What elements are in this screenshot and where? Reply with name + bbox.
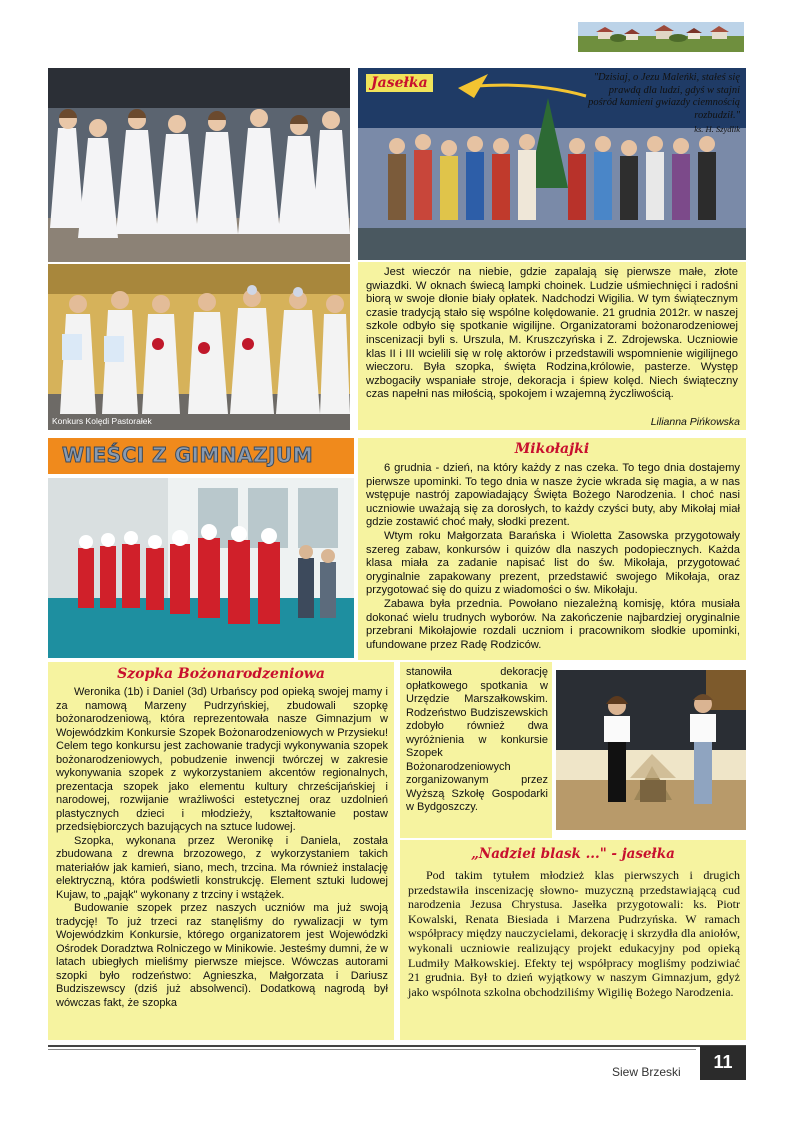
jaselka-label: Jasełka [366,74,433,92]
szopka-paragraph-2: Szopka, wykonana przez Weronikę i Daniela, została zbudowana z drewna brzozowego, z wykorzystaniem takich materiałów jak kamień, siano, mech, trzcina. Ma również instalację elektryczną, która podświetli konstrukcję. Element sztuki ludowej Kujaw, to „pająk" wykonany z trzciny i wstążek. [56,834,388,901]
szopka-title: Szopka Bożonarodzeniowa [117,666,325,682]
section-banner [48,438,354,474]
page-number: 11 [713,1052,733,1072]
szopka-paragraph-1: Weronika (1b) i Daniel (3d) Urbańscy pod opieką swojej mamy i za namową Marzeny Pudrzyńskiej, zbudowali szopkę bożonarodzeniową, która reprezentowała nasze Gimnazjum w Wojewódzkim Konkursie Szopek Bożonarodzeniowych w Przysieku! Celem tego konkursu jest zachowanie tradycji wykonywania szopek bożonarodzeniowych, pobudzenie inwencji twórczej w zakresie wykonywania szopek z wykorzystaniem akcentów regionalnych, prezentacja szopek jako elementu kultury chrześcijańskiej i narodowej, rozwijanie wrażliwości estetycznej oraz uzdolnień plastycznych dzieci i młodzieży, kształtowanie postaw przedsiębiorczych bazujących na sztuce ludowej. [56,686,388,833]
footer-rule-thin [48,1049,696,1050]
quote [584,72,740,136]
students-with-nativity-crib-photo [556,670,746,830]
quote-author: ks. H. Szydlik [694,124,740,134]
article-nadziei-blask [400,840,746,1040]
footer-rule [48,1045,746,1047]
mikolajki-paragraph-3: Zabawa była przednia. Powołano niezależną komisję, która musiała dokonać wielu trudnych wyborów. Na zakończenie najbardziej oryginalnie przebrani Mikołajowie rozdali uczniom i pracownikom słodkie upominki, ufundowane przez Radę Rodziców. [366,597,740,651]
photo-caption: Konkurs Kolędi Pastorałek [52,416,152,426]
quote-text: "Dzisiaj, o Jezu Maleńki, stałeś się prawdą dla ludzi, gdyś w stajni pośród kamieni gwiazdy ciemnością rozbudził." [588,72,740,121]
article-szopka [48,662,394,1040]
article-wigilia-text: Jest wieczór na niebie, gdzie zapalają się pierwsze małe, złote gwiazdki. W oknach świecą lampki choinek. Ludzie uśmiechnięci i radośni biorą w swoje dłonie biały opłatek. Nadchodzi Wigilia. W tym świątecznym czasie tradycją stało się wspólne kolędowanie. 21 grudnia 2012r. w naszej szkole odbyło się spotkanie wigilijne. Organizatorami bożonarodzeniowej inscenizacji byli s. Urszula, M. Kruszczyńska i Z. Zdrojewska. Uczniowie klas II i III wcielili się w rolę aktorów i przedstawili wspomnienie wigilijnego wieczoru. Była szopka, święta Rodzina,królowie, pasterze. Występ wzbogaciły wspaniałe stroje, dekoracja i śpiew kolęd. Niech świąteczny czas napełni nas miłością, spokojem i wzajemną życzliwością. [366,266,738,401]
nativity-play-stage-photo [358,68,746,260]
page-number-box [700,1046,746,1080]
szopka-paragraph-3: Budowanie szopek przez naszych uczniów ma już swoją tradycję! To już trzeci raz stanęliśmy do rywalizacji w tym Wojewódzkim Konkursie, którego organizatorem jest Wojewódzki Ośrodek Doradztwa Rolniczego w Minikowie. Jesteśmy dumni, że w latach ubiegłych mieliśmy pierwsze miejsce. Wówczas autorami szopki było rodzeństwo: Agnieszka, Małgorzata i Dariusz Budziszewscy (dziś już absolwenci). Dodatkową nagrodą był wówczas fakt, że szopka [56,902,388,1009]
article-wigilia [358,262,746,430]
article-wigilia-author: Lilianna Pińkowska [650,416,740,428]
magazine-name: Siew Brzeski [612,1065,681,1079]
village-landscape-image [578,22,744,52]
children-holding-diplomas-photo [48,264,350,430]
mikolajki-paragraph-1: 6 grudnia - dzień, na który każdy z nas czeka. To tego dnia dostajemy pierwsze upominki. To tego dnia w nasze życie wkrada się magia, a w nas wstępuje nastrój zapowiadający Święta Bożego Narodzenia. I choć nasi uczniowie uważają się za dorosłych, to każdy czyści buty, aby Mikołaj miał gdzie zostawić choć mały, słodki prezent. [366,462,740,529]
children-angel-costumes-photo [48,68,350,262]
article-szopka-continuation [400,662,552,838]
mikolajki-paragraph-2: Wtym roku Małgorzata Barańska i Wioletta Zasowska przygotowały szereg zabaw, konkursów i quizów dla naszych podopiecznych. Każda klasa miała za zadanie napisać list do św. Mikołaja, przygotować oryginalnie zapakowany prezent, przedstawić swojego Mikołaja, oraz przygotować się do quizu z wiadomości o św. Mikołaju. [366,529,740,597]
nadziei-text: Pod takim tytułem młodzież klas pierwszych i drugich przedstawiła inscenizację słowno- muzyczną przedstawiającą cud narodzenia Jezusa Chrystusa. Jasełka przygotowali: ks. Piotr Kowalski, Renata Biesiada i Marzena Pudrzyńska. W ramach współpracy między nauczycielami, dekorację i skrzydła dla aniołów, wykonali uczniowie realizujący projekt edukacyjny pod opieką Ludmiły Małkowskiej. Efekty tej współpracy mogliśmy podziwiać 21 grudnia. Był to dzień wyjątkowy w naszym Gimnazjum, gdyż jako wspólnota szkolna obchodziliśmy Wigilię Bożego Narodzenia. [408,868,740,999]
nadziei-title: „Nadziei blask ..." - jasełka [471,846,675,862]
szopka-continuation-text: stanowiła dekorację opłatkowego spotkania w Urzędzie Marszałkowskim. Rodzeństwo Budziszewskich zdobyło również dwa wyróżnienia w konkursie Szopek Bożonarodzeniowych zorganizowanym przez Wyższą Szkołę Gospodarki w Bydgoszczy. [406,666,548,813]
students-santa-costumes-photo [48,478,354,658]
article-mikolajki [358,438,746,660]
mikolajki-title: Mikołajki [514,441,590,457]
section-banner-title: WIEŚCI Z GIMNAZJUM [62,443,314,467]
